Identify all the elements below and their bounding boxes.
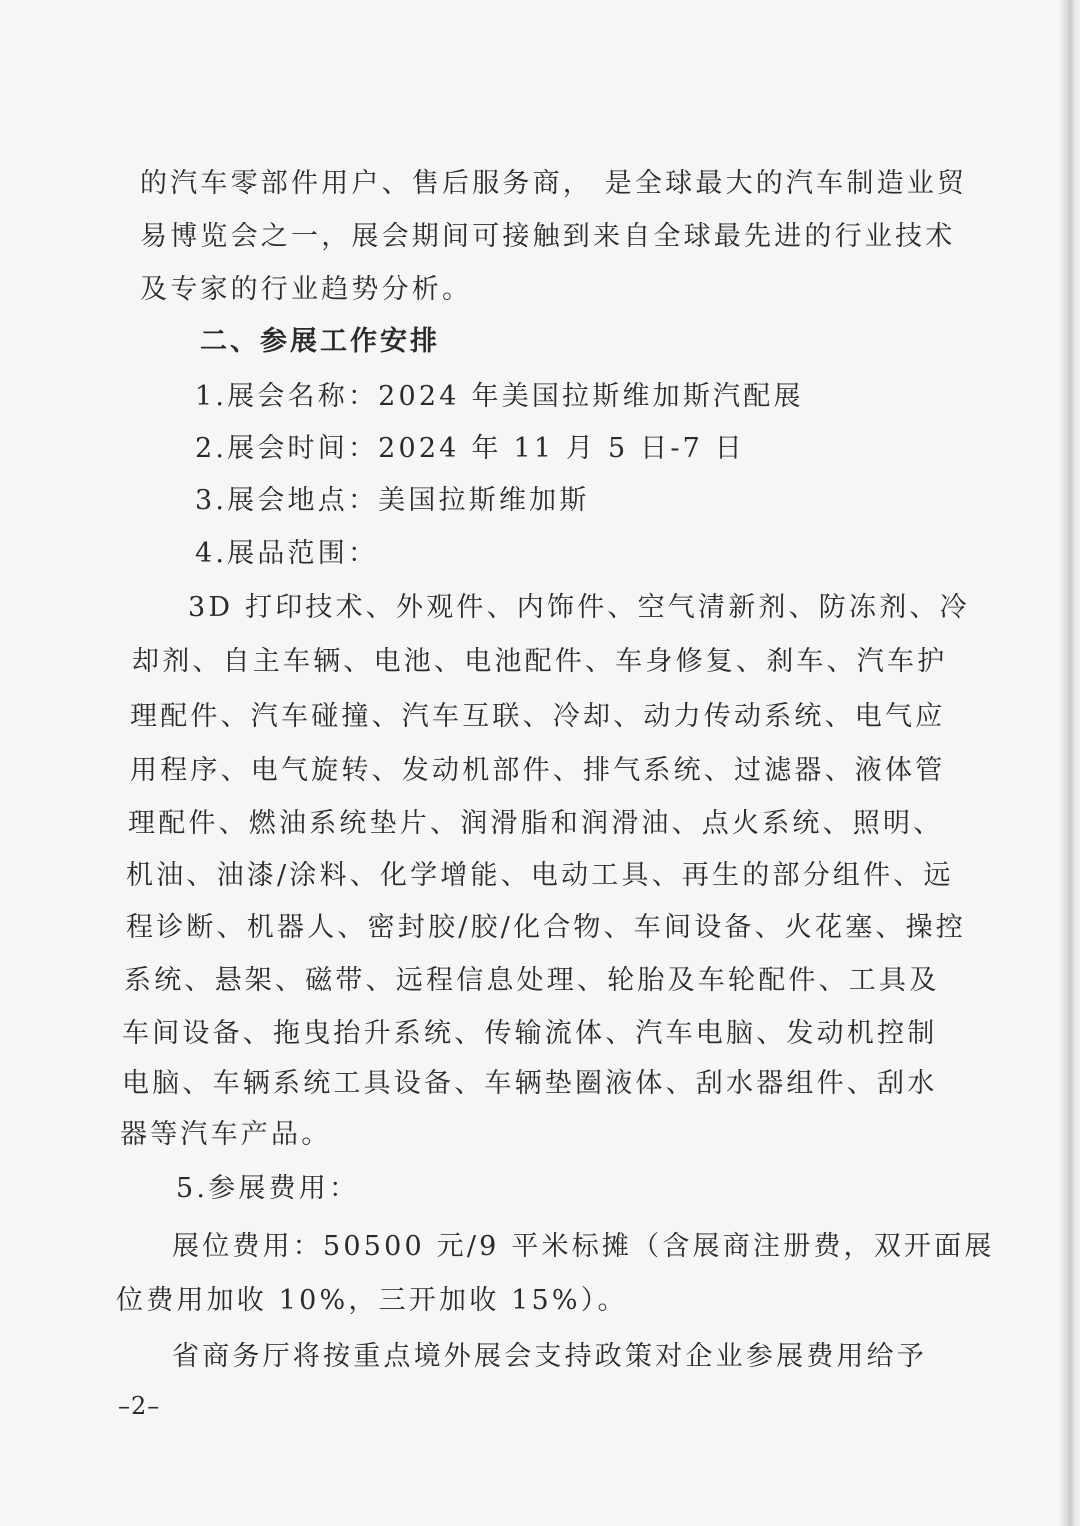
section-heading: 二、参展工作安排 (200, 326, 440, 357)
intro-line-1: 的汽车零部件用户、售后服务商， 是全球最大的汽车制造业贸 (140, 168, 968, 199)
products-line-5: 理配件、燃油系统垫片、润滑脂和润滑油、点火系统、照明、 (128, 808, 944, 839)
products-line-6: 机油、油漆/涂料、化学增能、电动工具、再生的部分组件、远 (126, 860, 954, 891)
products-line-11: 器等汽车产品。 (120, 1119, 332, 1150)
products-line-4: 用程序、电气旋转、发动机部件、排气系统、过滤器、液体管 (130, 755, 946, 786)
products-line-8: 系统、悬架、磁带、远程信息处理、轮胎及车轮配件、工具及 (124, 965, 940, 996)
fee-line-2: 位费用加收 10%，三开加收 15%）。 (116, 1285, 628, 1316)
item-participation-fee: 5.参展费用： (176, 1173, 360, 1204)
intro-line-2: 易博览会之一，展会期间可接触到来自全球最先进的行业技术 (140, 221, 956, 252)
page-number: –2– (118, 1392, 161, 1420)
products-line-3: 理配件、汽车碰撞、汽车互联、冷却、动力传动系统、电气应 (130, 701, 946, 732)
products-line-2: 却剂、自主车辆、电池、电池配件、车身修复、刹车、汽车护 (132, 646, 948, 677)
products-line-7: 程诊断、机器人、密封胶/胶/化合物、车间设备、火花塞、操控 (126, 912, 966, 943)
item-product-scope: 4.展品范围： (195, 538, 379, 569)
products-line-1: 3D 打印技术、外观件、内饰件、空气清新剂、防冻剂、冷 (188, 592, 970, 623)
products-line-9: 车间设备、拖曳抬升系统、传输流体、汽车电脑、发动机控制 (122, 1018, 938, 1049)
products-line-10: 电脑、车辆系统工具设备、车辆垫圈液体、刮水器组件、刮水 (122, 1068, 938, 1099)
item-exhibition-time: 2.展会时间：2024 年 11 月 5 日-7 日 (195, 433, 746, 464)
item-exhibition-name: 1.展会名称：2024 年美国拉斯维加斯汽配展 (195, 381, 804, 412)
fee-line-1: 展位费用：50500 元/9 平米标摊（含展商注册费，双开面展 (172, 1231, 995, 1262)
item-exhibition-location: 3.展会地点：美国拉斯维加斯 (195, 485, 590, 516)
policy-line: 省商务厅将按重点境外展会支持政策对企业参展费用给予 (172, 1341, 927, 1372)
scan-edge-shadow (1058, 0, 1080, 1526)
intro-line-3: 及专家的行业趋势分析。 (140, 274, 473, 305)
